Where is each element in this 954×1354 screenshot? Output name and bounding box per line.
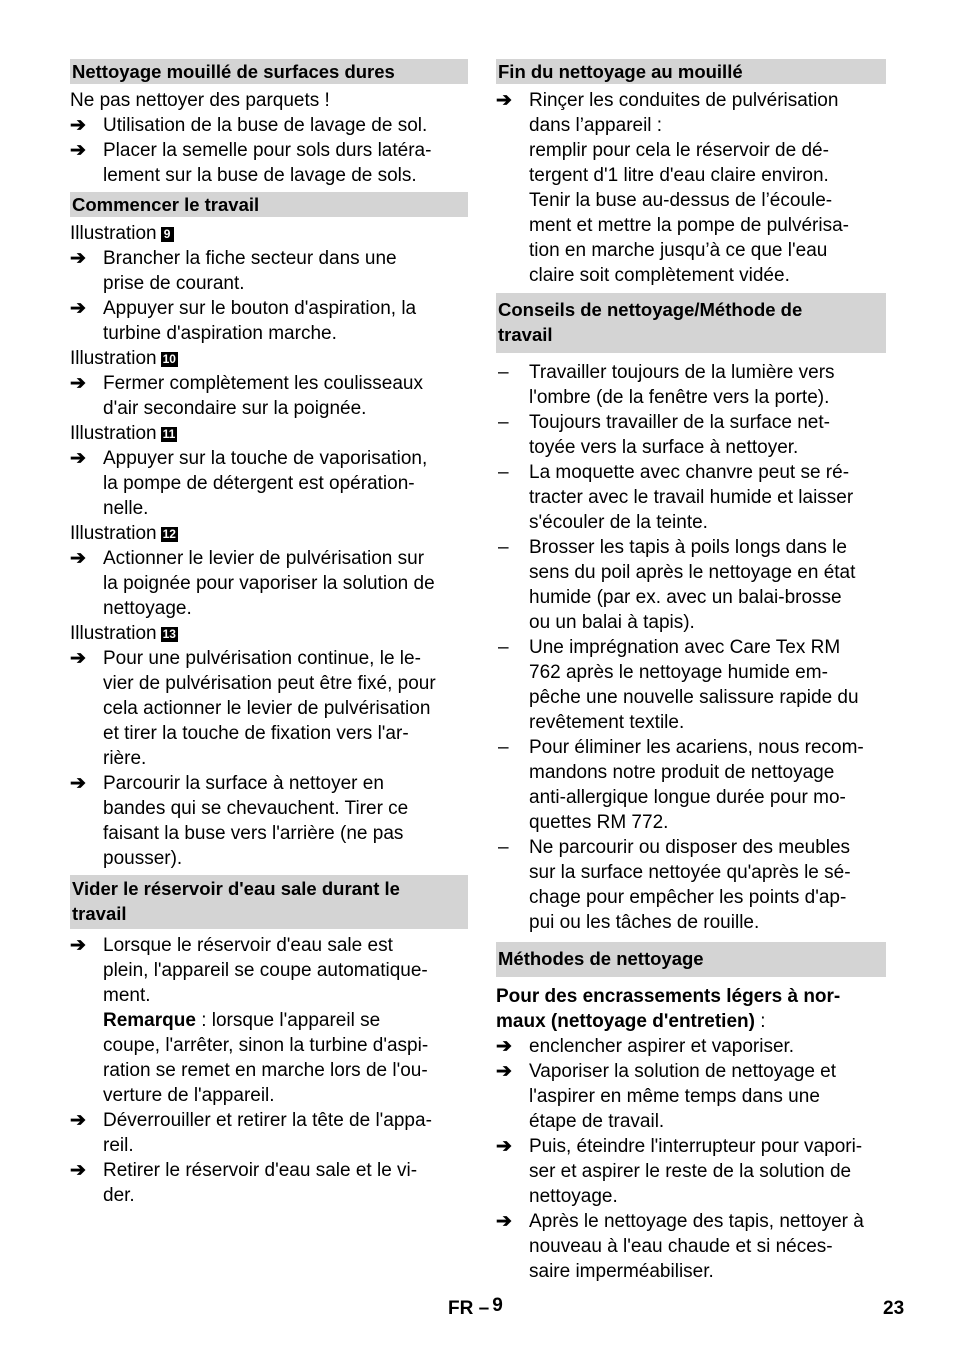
arrow-icon: ➔ (70, 248, 86, 269)
arrow-icon: ➔ (70, 373, 86, 394)
arrow-icon: ➔ (496, 1136, 512, 1157)
list-item: ➔ Après le nettoyage des tapis, nettoyer à nouveau à l'eau chaude et si néces- saire imperméabiliser. (496, 1211, 864, 1282)
figure-number-badge: 12 (162, 527, 176, 541)
list-item: – Brosser les tapis à poils longs dans le sens du poil après le nettoyage en état humide (par ex. avec un balai-brosse ou un balai à tapis). (498, 537, 856, 633)
figure-number-badge: 11 (162, 427, 176, 441)
list-item: ➔ Vaporiser la solution de nettoyage et l'aspirer en même temps dans une étape de travail. (496, 1061, 837, 1132)
warning-text: Ne pas nettoyer des parquets ! (70, 90, 330, 111)
list-item: ➔ Appuyer sur le bouton d'aspiration, la turbine d'aspiration marche. (70, 298, 417, 344)
dash-marker: – (498, 412, 509, 433)
list-item: – Travailler toujours de la lumière vers l'ombre (de la fenêtre vers la porte). (498, 362, 835, 408)
right-column (496, 59, 886, 1284)
dash-marker: – (498, 362, 509, 383)
list-item: ➔ Lorsque le réservoir d'eau sale est plein, l'appareil se coupe automatique- ment. Remarque : lorsque l'appareil se coupe, l'arrêter, sinon la turbine d'aspi- ration se remet en marche lors de l'ou- verture de l'appareil. (70, 935, 429, 1106)
arrow-icon: ➔ (496, 1061, 512, 1082)
dash-marker: – (498, 537, 509, 558)
dash-marker: – (498, 637, 509, 658)
footer-section-ref (448, 1295, 503, 1320)
arrow-icon: ➔ (70, 1160, 86, 1181)
list-item: ➔ Placer la semelle pour sols durs latéra- lement sur la buse de lavage de sols. (70, 140, 432, 186)
illustration-ref: Illustration 11 (70, 423, 176, 444)
list-item: – Pour éliminer les acariens, nous recom- mandons notre produit de nettoyage anti-allergique longue durée pour mo- quettes RM 772. (498, 737, 864, 833)
list-item: ➔ Parcourir la surface à nettoyer en bandes qui se chevauchent. Tirer ce faisant la buse vers l'arrière (ne pas pousser). (70, 773, 409, 869)
subheading: Pour des encrassements légers à nor- maux (nettoyage d'entretien) : (496, 986, 841, 1032)
arrow-icon: ➔ (70, 140, 86, 161)
arrow-icon: ➔ (70, 115, 86, 136)
list-item: ➔ Pour une pulvérisation continue, le le- vier de pulvérisation peut être fixé, pour cela actionner le levier de pulvérisation et tirer la touche de fixation vers l'ar- rière. (70, 648, 436, 769)
figure-number-badge: 10 (162, 352, 176, 366)
illustration-ref: Illustration 13 (70, 623, 176, 644)
note-label: Remarque (103, 1010, 196, 1031)
arrow-icon: ➔ (496, 90, 512, 111)
arrow-icon: ➔ (70, 648, 86, 669)
footer-section-page: 9 (492, 1295, 503, 1316)
dash-marker: – (498, 462, 509, 483)
footer-language: FR (448, 1298, 474, 1319)
list-item: ➔ enclencher aspirer et vaporiser. (496, 1036, 795, 1057)
list-item: ➔ Utilisation de la buse de lavage de sol. (70, 115, 428, 136)
list-item: ➔ Fermer complètement les coulisseaux d'air secondaire sur la poignée. (70, 373, 423, 419)
figure-number-badge: 13 (162, 627, 176, 641)
list-item: ➔ Appuyer sur la touche de vaporisation, la pompe de détergent est opération- nelle. (70, 448, 428, 519)
arrow-icon: ➔ (70, 773, 86, 794)
list-item: ➔ Puis, éteindre l'interrupteur pour vapori- ser et aspirer le reste de la solution de nettoyage. (496, 1136, 863, 1207)
dash-marker: – (498, 737, 509, 758)
left-column (70, 59, 468, 1208)
section-heading: Vider le réservoir d'eau sale durant le travail (70, 875, 468, 929)
list-item: – La moquette avec chanvre peut se ré- tracter avec le travail humide et laisser s'écouler de la teinte. (498, 462, 854, 533)
section-heading: Commencer le travail (70, 192, 468, 217)
illustration-ref: Illustration 12 (70, 523, 176, 544)
list-item: – Une imprégnation avec Care Tex RM 762 après le nettoyage humide em- pêche une nouvelle salissure rapide du revêtement textile. (498, 637, 859, 733)
figure-number-badge: 9 (161, 227, 174, 242)
list-item: – Toujours travailler de la surface net- toyée vers la surface à nettoyer. (498, 412, 830, 458)
list-item: ➔ Actionner le levier de pulvérisation sur la poignée pour vaporiser la solution de nettoyage. (70, 548, 435, 619)
list-item: ➔ Rinçer les conduites de pulvérisation dans l’appareil : remplir pour cela le réservoir de dé- tergent d'1 litre d'eau claire environ. Tenir la buse au-dessus de l’écoule- ment et mettre la pompe de pulvérisa- tion en marche jusqu’à ce que l'eau claire soit complètement vidée. (496, 90, 849, 286)
page-number: 23 (883, 1298, 905, 1319)
section-heading: Fin du nettoyage au mouillé (496, 59, 886, 84)
list-item: ➔ Brancher la fiche secteur dans une prise de courant. (70, 248, 397, 294)
arrow-icon: ➔ (496, 1036, 512, 1057)
section-heading: Conseils de nettoyage/Méthode de travail (496, 293, 886, 353)
arrow-icon: ➔ (70, 1110, 86, 1131)
section-heading: Nettoyage mouillé de surfaces dures (70, 59, 468, 84)
arrow-icon: ➔ (70, 448, 86, 469)
list-item: – Ne parcourir ou disposer des meubles sur la surface nettoyée qu'après le sé- chage pour empêcher les points d'ap- pui ou les tâches de rouille. (498, 837, 851, 933)
illustration-ref: Illustration 10 (70, 348, 176, 369)
list-item: ➔ Déverrouiller et retirer la tête de l'appa- reil. (70, 1110, 432, 1156)
illustration-ref: Illustration 9 (70, 221, 468, 246)
list-item: ➔ Retirer le réservoir d'eau sale et le vi- der. (70, 1160, 418, 1206)
arrow-icon: ➔ (70, 298, 86, 319)
arrow-icon: ➔ (70, 935, 86, 956)
arrow-icon: ➔ (70, 548, 86, 569)
footer-separator: – (478, 1298, 490, 1319)
dash-marker: – (498, 837, 509, 858)
section-heading: Méthodes de nettoyage (496, 942, 886, 977)
arrow-icon: ➔ (496, 1211, 512, 1232)
